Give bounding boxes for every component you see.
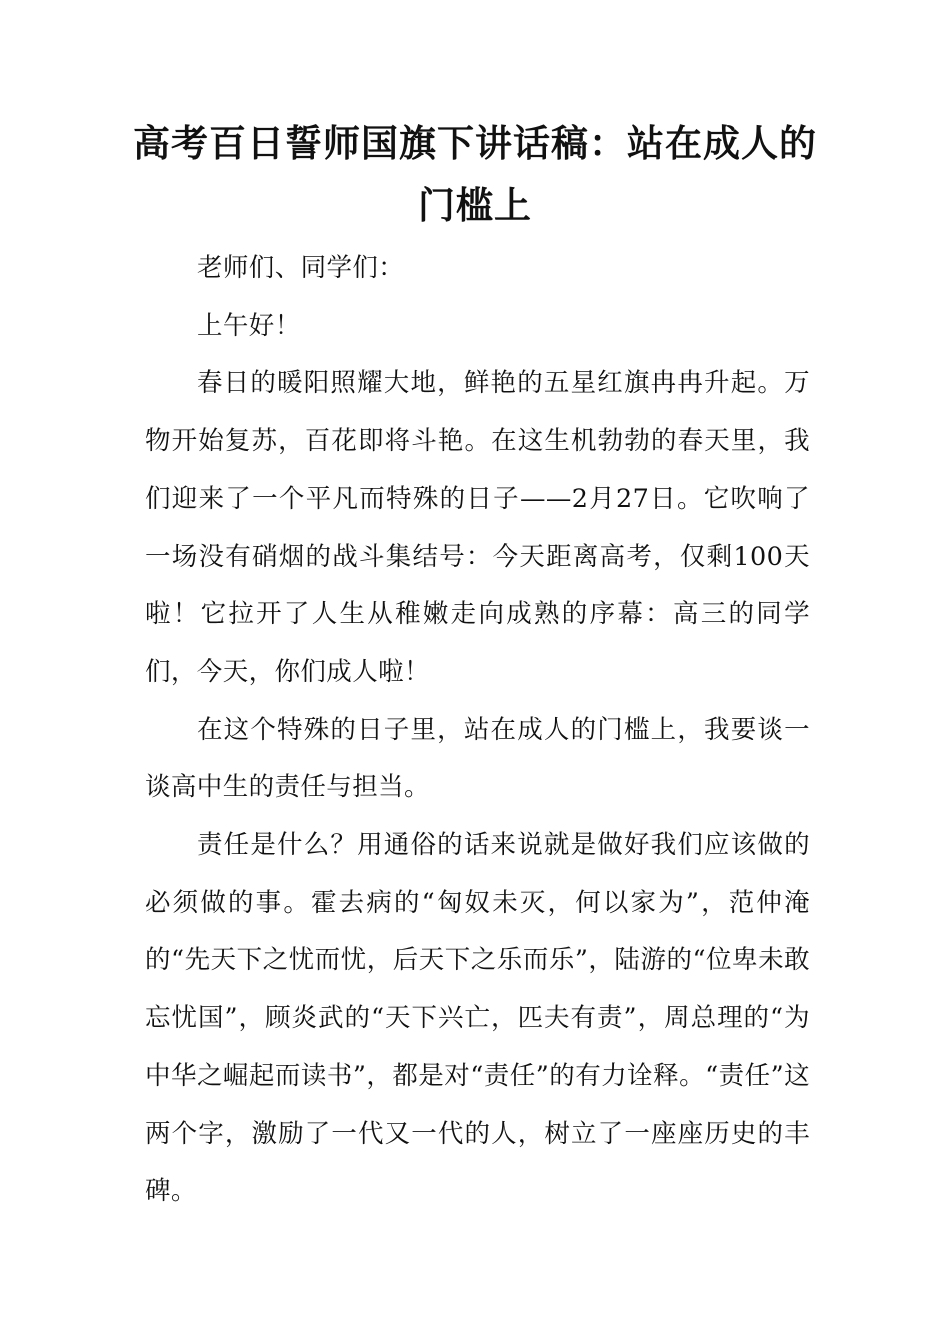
body-paragraph: 春日的暖阳照耀大地，鲜艳的五星红旗冉冉升起。万物开始复苏，百花即将斗艳。在这生机勃勃的春天里，我们迎来了一个平凡而特殊的日子——2月27日。它吹响了一场没有硝烟的战斗集结号：今天距离高考，仅剩100天啦！它拉开了人生从稚嫩走向成熟的序幕：高三的同学们，今天，你们成人啦！: [145, 368, 810, 687]
document-body: [145, 240, 810, 1221]
document-title: 高考百日誓师国旗下讲话稿：站在成人的门槛上: [133, 121, 817, 227]
body-paragraph: 责任是什么？用通俗的话来说就是做好我们应该做的必须做的事。霍去病的“匈奴未灭，何以家为”，范仲淹的“先天下之忧而忧，后天下之乐而乐”，陆游的“位卑未敢忘忧国”，顾炎武的“天下兴亡，匹夫有责”，周总理的“为中华之崛起而读书”，都是对“责任”的有力诠释。“责任”这两个字，激励了一代又一代的人，树立了一座座历史的丰碑。: [145, 830, 810, 1207]
salutation-paragraph: 老师们、同学们：: [197, 253, 405, 283]
greeting-paragraph: 上午好！: [197, 310, 301, 341]
body-paragraph: 在这个特殊的日子里，站在成人的门槛上，我要谈一谈高中生的责任与担当。: [145, 714, 810, 803]
